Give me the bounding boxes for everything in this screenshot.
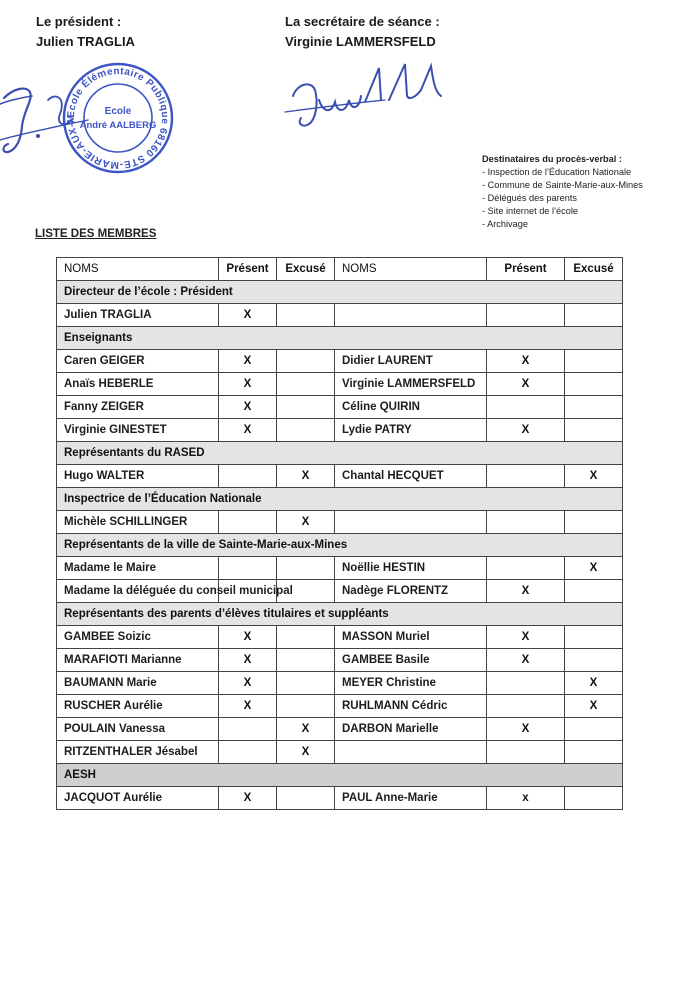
present-mark: X xyxy=(487,580,565,603)
present-mark: X xyxy=(219,304,277,327)
member-name: Caren GEIGER xyxy=(57,350,219,373)
members-list-title: LISTE DES MEMBRES xyxy=(35,228,157,240)
present-mark: X xyxy=(219,373,277,396)
member-name: Céline QUIRIN xyxy=(335,396,487,419)
recipient-item: - Site internet de l’école xyxy=(482,206,579,216)
excused-mark xyxy=(277,649,335,672)
present-mark: X xyxy=(487,373,565,396)
member-name: RUHLMANN Cédric xyxy=(335,695,487,718)
header-present: Présent xyxy=(219,258,277,281)
present-mark: X xyxy=(219,695,277,718)
present-mark: X xyxy=(219,787,277,810)
header-noms: NOMS xyxy=(57,258,219,281)
excused-mark xyxy=(277,304,335,327)
present-mark xyxy=(487,695,565,718)
excused-mark: X xyxy=(277,465,335,488)
member-name: POULAIN Vanessa xyxy=(57,718,219,741)
excused-mark: X xyxy=(277,511,335,534)
members-table-body xyxy=(57,281,623,810)
excused-mark: X xyxy=(565,695,623,718)
excused-mark xyxy=(565,649,623,672)
excused-mark xyxy=(277,373,335,396)
excused-mark xyxy=(565,373,623,396)
member-name: MARAFIOTI Marianne xyxy=(57,649,219,672)
present-mark: X xyxy=(219,672,277,695)
table-row xyxy=(57,304,623,327)
section-label: Enseignants xyxy=(57,327,623,350)
present-mark: X xyxy=(487,419,565,442)
member-name: PAUL Anne-Marie xyxy=(335,787,487,810)
excused-mark xyxy=(565,580,623,603)
header-present: Présent xyxy=(487,258,565,281)
table-row xyxy=(57,511,623,534)
excused-mark xyxy=(565,350,623,373)
member-name: Virginie GINESTET xyxy=(57,419,219,442)
recipient-item: - Inspection de l’Éducation Nationale xyxy=(482,167,632,177)
present-mark: X xyxy=(487,649,565,672)
table-row xyxy=(57,396,623,419)
present-mark: X xyxy=(487,626,565,649)
table-row xyxy=(57,695,623,718)
excused-mark xyxy=(277,350,335,373)
member-name: Lydie PATRY xyxy=(335,419,487,442)
present-mark xyxy=(487,557,565,580)
member-name: Madame la déléguée du conseil municipal xyxy=(57,580,219,603)
member-name: GAMBEE Soizic xyxy=(57,626,219,649)
member-name: BAUMANN Marie xyxy=(57,672,219,695)
table-row xyxy=(57,557,623,580)
table-row xyxy=(57,350,623,373)
excused-mark: X xyxy=(565,672,623,695)
member-name: Julien TRAGLIA xyxy=(57,304,219,327)
table-row xyxy=(57,741,623,764)
excused-mark xyxy=(277,672,335,695)
excused-mark xyxy=(277,557,335,580)
present-mark xyxy=(487,511,565,534)
section-row xyxy=(57,281,623,304)
excused-mark xyxy=(565,419,623,442)
member-name xyxy=(335,304,487,327)
member-name: Hugo WALTER xyxy=(57,465,219,488)
present-mark: X xyxy=(219,350,277,373)
excused-mark: X xyxy=(277,718,335,741)
member-name: MASSON Muriel xyxy=(335,626,487,649)
members-table xyxy=(56,257,623,810)
present-mark: X xyxy=(219,649,277,672)
present-mark: X xyxy=(487,350,565,373)
header-excuse: Excusé xyxy=(277,258,335,281)
section-row xyxy=(57,442,623,465)
member-name: Anaïs HEBERLE xyxy=(57,373,219,396)
school-stamp xyxy=(54,50,178,178)
member-name: RITZENTHALER Jésabel xyxy=(57,741,219,764)
excused-mark xyxy=(565,626,623,649)
section-label: AESH xyxy=(57,764,623,787)
recipients-block xyxy=(482,153,643,231)
present-mark xyxy=(219,718,277,741)
present-mark: X xyxy=(487,718,565,741)
stamp-center-line2: André AALBERG xyxy=(79,120,157,131)
excused-mark: X xyxy=(565,557,623,580)
member-name: Michèle SCHILLINGER xyxy=(57,511,219,534)
excused-mark xyxy=(277,419,335,442)
excused-mark xyxy=(565,396,623,419)
section-row xyxy=(57,327,623,350)
table-row xyxy=(57,419,623,442)
recipient-item: - Archivage xyxy=(482,219,528,229)
section-row xyxy=(57,603,623,626)
member-name: GAMBEE Basile xyxy=(335,649,487,672)
present-mark xyxy=(487,741,565,764)
stamp-ring-text: Ecole Élémentaire Publique 68160 STE-MARIE-AUX-MINES xyxy=(54,50,171,171)
member-name: Madame le Maire xyxy=(57,557,219,580)
secretary-name: Virginie LAMMERSFELD xyxy=(285,34,436,49)
present-mark xyxy=(219,511,277,534)
present-mark xyxy=(487,672,565,695)
present-mark: X xyxy=(219,626,277,649)
present-mark: X xyxy=(219,419,277,442)
member-name xyxy=(335,741,487,764)
present-mark xyxy=(487,304,565,327)
excused-mark xyxy=(565,787,623,810)
table-row xyxy=(57,787,623,810)
member-name xyxy=(335,511,487,534)
section-label: Représentants de la ville de Sainte-Marie-aux-Mines xyxy=(57,534,623,557)
present-mark: X xyxy=(219,396,277,419)
table-header-row xyxy=(57,258,623,281)
present-mark xyxy=(219,557,277,580)
recipients-heading: Destinataires du procès-verbal : xyxy=(482,154,622,164)
section-row xyxy=(57,534,623,557)
excused-mark xyxy=(277,626,335,649)
excused-mark xyxy=(565,718,623,741)
member-name: Chantal HECQUET xyxy=(335,465,487,488)
president-name: Julien TRAGLIA xyxy=(36,34,135,49)
table-row xyxy=(57,373,623,396)
section-label: Représentants du RASED xyxy=(57,442,623,465)
recipient-item: - Commune de Sainte-Marie-aux-Mines xyxy=(482,180,643,190)
section-label: Représentants des parents d’élèves titulaires et suppléants xyxy=(57,603,623,626)
table-row xyxy=(57,649,623,672)
excused-mark: X xyxy=(565,465,623,488)
table-row xyxy=(57,465,623,488)
present-mark xyxy=(487,396,565,419)
president-label: Le président : xyxy=(36,14,122,29)
table-row xyxy=(57,718,623,741)
excused-mark xyxy=(565,511,623,534)
present-mark xyxy=(487,465,565,488)
excused-mark xyxy=(277,787,335,810)
section-row xyxy=(57,764,623,787)
present-mark xyxy=(219,465,277,488)
member-name: Noëllie HESTIN xyxy=(335,557,487,580)
stamp-center-line1: Ecole xyxy=(104,106,132,117)
table-row xyxy=(57,672,623,695)
member-name: JACQUOT Aurélie xyxy=(57,787,219,810)
excused-mark xyxy=(565,304,623,327)
member-name: Fanny ZEIGER xyxy=(57,396,219,419)
table-row xyxy=(57,626,623,649)
secretary-label: La secrétaire de séance : xyxy=(285,14,440,29)
member-name: Virginie LAMMERSFELD xyxy=(335,373,487,396)
member-name: Nadège FLORENTZ xyxy=(335,580,487,603)
present-mark: x xyxy=(487,787,565,810)
secretary-signature xyxy=(285,60,465,140)
section-label: Inspectrice de l’Éducation Nationale xyxy=(57,488,623,511)
table-row xyxy=(57,580,623,603)
excused-mark xyxy=(565,741,623,764)
excused-mark: X xyxy=(277,741,335,764)
present-mark xyxy=(219,741,277,764)
member-name: Didier LAURENT xyxy=(335,350,487,373)
header-noms: NOMS xyxy=(335,258,487,281)
excused-mark xyxy=(277,695,335,718)
recipient-item: - Délégués des parents xyxy=(482,193,577,203)
section-label: Directeur de l’école : Président xyxy=(57,281,623,304)
member-name: MEYER Christine xyxy=(335,672,487,695)
member-name: RUSCHER Aurélie xyxy=(57,695,219,718)
section-row xyxy=(57,488,623,511)
member-name: DARBON Marielle xyxy=(335,718,487,741)
excused-mark xyxy=(277,396,335,419)
header-excuse: Excusé xyxy=(565,258,623,281)
